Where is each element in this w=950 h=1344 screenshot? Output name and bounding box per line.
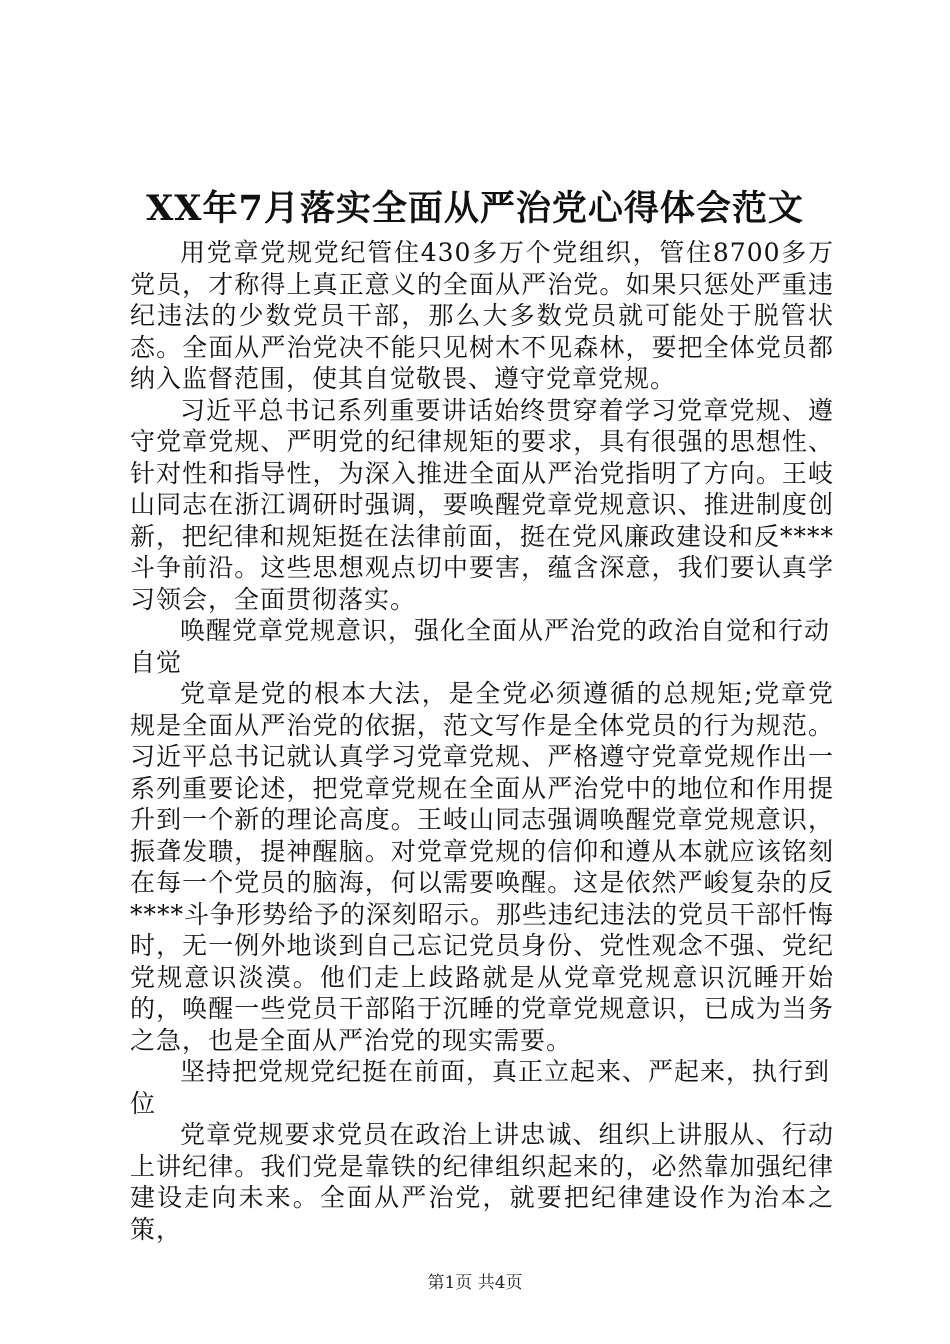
section-heading: 唤醒党章党规意识，强化全面从严治党的政治自觉和行动自觉: [130, 616, 831, 677]
paragraph: 党章是党的根本大法，是全党必须遵循的总规矩;党章党规是全面从严治党的依据，范文写作是全体党员的行为规范。习近平总书记就认真学习党章党规、严格遵守党章党规作出一系列重要论述，把党章党规在全面从严治党中的地位和作用提升到一个新的理论高度。王岐山同志强调唤醒党章党规意识，振聋发聩，提神醒脑。对党章党规的信仰和遵从本就应该铭刻在每一个党员的脑海，何以需要唤醒。这是依然严峻复杂的反****斗争形势给予的深刻昭示。那些违纪违法的党员干部忏悔时，无一例外地谈到自己忘记党员身份、党性观念不强、党纪党规意识淡漠。他们走上歧路就是从党章党规意识沉睡开始的，唤醒一些党员干部陷于沉睡的党章党规意识，已成为当务之急，也是全面从严治党的现实需要。: [130, 679, 835, 1055]
paragraph: 习近平总书记系列重要讲话始终贯穿着学习党章党规、遵守党章党规、严明党的纪律规矩的要求，具有很强的思想性、针对性和指导性，为深入推进全面从严治党指明了方向。王岐山同志在浙江调研时强调，要唤醒党章党规意识、推进制度创新，把纪律和规矩挺在法律前面，挺在党风廉政建设和反****斗争前沿。这些思想观点切中要害，蕴含深意，我们要认真学习领会，全面贯彻落实。: [130, 395, 835, 614]
paragraph: 党章党规要求党员在政治上讲忠诚、组织上讲服从、行动上讲纪律。我们党是靠铁的纪律组织起来的，必然靠加强纪律建设走向未来。全面从严治党，就要把纪律建设作为治本之策，: [130, 1120, 834, 1244]
document-body: [130, 237, 834, 1245]
document-title: XX年7月落实全面从严治党心得体会范文: [146, 188, 804, 229]
page-footer: 第1页 共4页: [427, 1273, 523, 1293]
section-heading: 坚持把党规党纪挺在前面，真正立起来、严起来，执行到位: [130, 1057, 831, 1118]
paragraph: 用党章党规党纪管住430多万个党组织，管住8700多万党员，才称得上真正意义的全面从严治党。如果只惩处严重违纪违法的少数党员干部，那么大多数党员就可能处于脱管状态。全面从严治党决不能只见树木不见森林，要把全体党员都纳入监督范围，使其自觉敬畏、遵守党章党规。: [130, 238, 834, 393]
